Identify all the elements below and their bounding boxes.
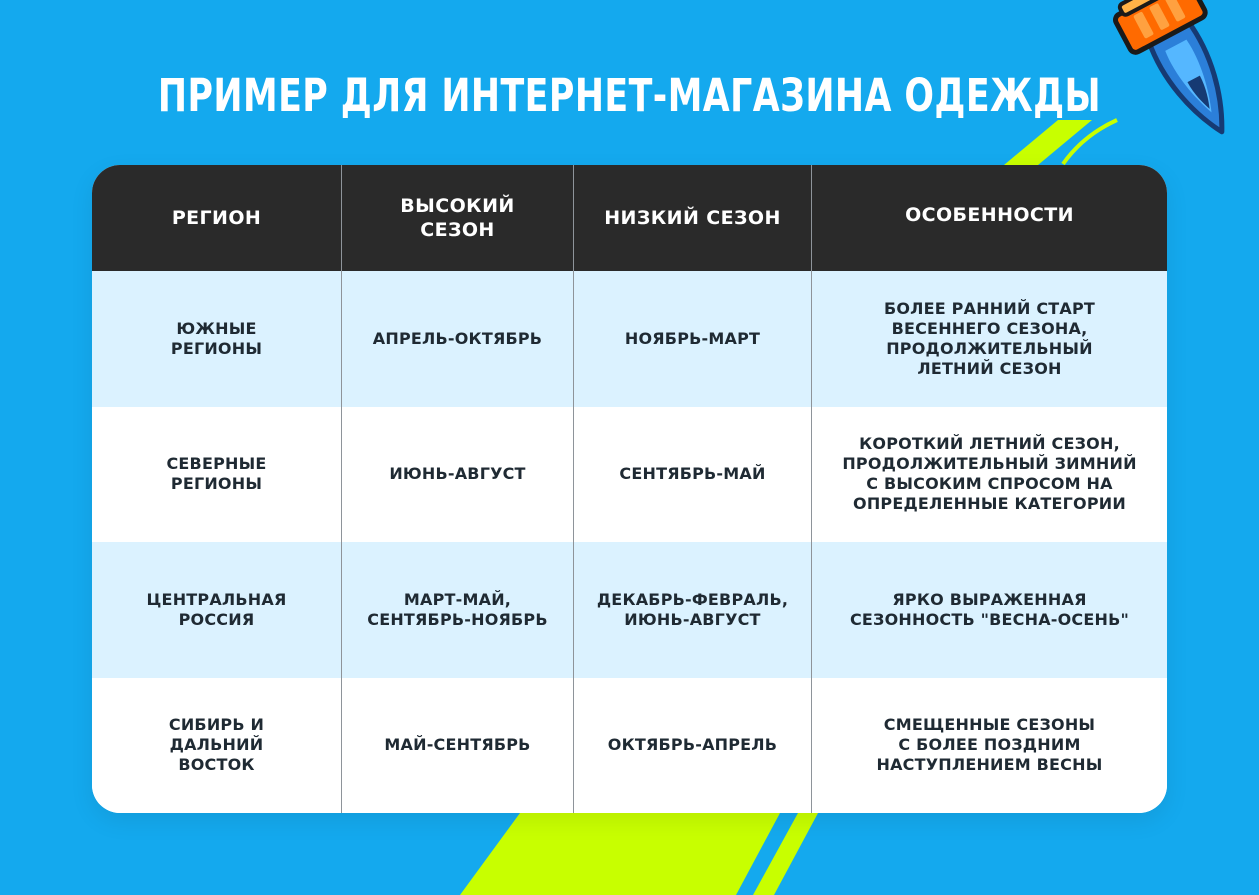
low-season-cell: ДЕКАБРЬ-ФЕВРАЛЬ, ИЮНЬ-АВГУСТ — [574, 542, 812, 678]
high-season-cell: МАЙ-СЕНТЯБРЬ — [342, 678, 574, 814]
region-cell: СЕВЕРНЫЕ РЕГИОНЫ — [92, 407, 342, 543]
table-row — [92, 542, 1167, 678]
table-row — [92, 407, 1167, 543]
table-row — [92, 271, 1167, 407]
high-season-cell: МАРТ-МАЙ, СЕНТЯБРЬ-НОЯБРЬ — [342, 542, 574, 678]
features-cell: ЯРКО ВЫРАЖЕННАЯ СЕЗОННОСТЬ "ВЕСНА-ОСЕНЬ" — [849, 589, 1130, 629]
header-low-season: НИЗКИЙ СЕЗОН — [574, 165, 812, 271]
header-region: РЕГИОН — [92, 165, 342, 271]
low-season-cell: НОЯБРЬ-МАРТ — [574, 271, 812, 407]
table-row — [92, 678, 1167, 814]
low-season-cell: СЕНТЯБРЬ-МАЙ — [574, 407, 812, 543]
features-cell: КОРОТКИЙ ЛЕТНИЙ СЕЗОН, ПРОДОЛЖИТЕЛЬНЫЙ ЗИМНИЙ С ВЫСОКИМ СПРОСОМ НА ОПРЕДЕЛЕННЫЕ КАТЕГОРИИ — [842, 434, 1137, 514]
seasonality-table — [92, 165, 1167, 813]
page-title: ПРИМЕР ДЛЯ ИНТЕРНЕТ-МАГАЗИНА ОДЕЖДЫ — [157, 69, 1102, 122]
features-cell: СМЕЩЕННЫЕ СЕЗОНЫ С БОЛЕЕ ПОЗДНИМ НАСТУПЛЕНИЕМ ВЕСНЫ — [876, 715, 1103, 775]
table-header-row — [92, 165, 1167, 271]
region-cell: СИБИРЬ И ДАЛЬНИЙ ВОСТОК — [92, 678, 342, 814]
low-season-cell: ОКТЯБРЬ-АПРЕЛЬ — [574, 678, 812, 814]
header-high-season: ВЫСОКИЙ СЕЗОН — [342, 165, 574, 271]
region-cell: ЦЕНТРАЛЬНАЯ РОССИЯ — [92, 542, 342, 678]
header-features: ОСОБЕННОСТИ — [905, 204, 1074, 226]
region-cell: ЮЖНЫЕ РЕГИОНЫ — [92, 271, 342, 407]
high-season-cell: ИЮНЬ-АВГУСТ — [342, 407, 574, 543]
high-season-cell: АПРЕЛЬ-ОКТЯБРЬ — [342, 271, 574, 407]
features-cell: БОЛЕЕ РАННИЙ СТАРТ ВЕСЕННЕГО СЕЗОНА, ПРОДОЛЖИТЕЛЬНЫЙ ЛЕТНИЙ СЕЗОН — [883, 298, 1096, 378]
